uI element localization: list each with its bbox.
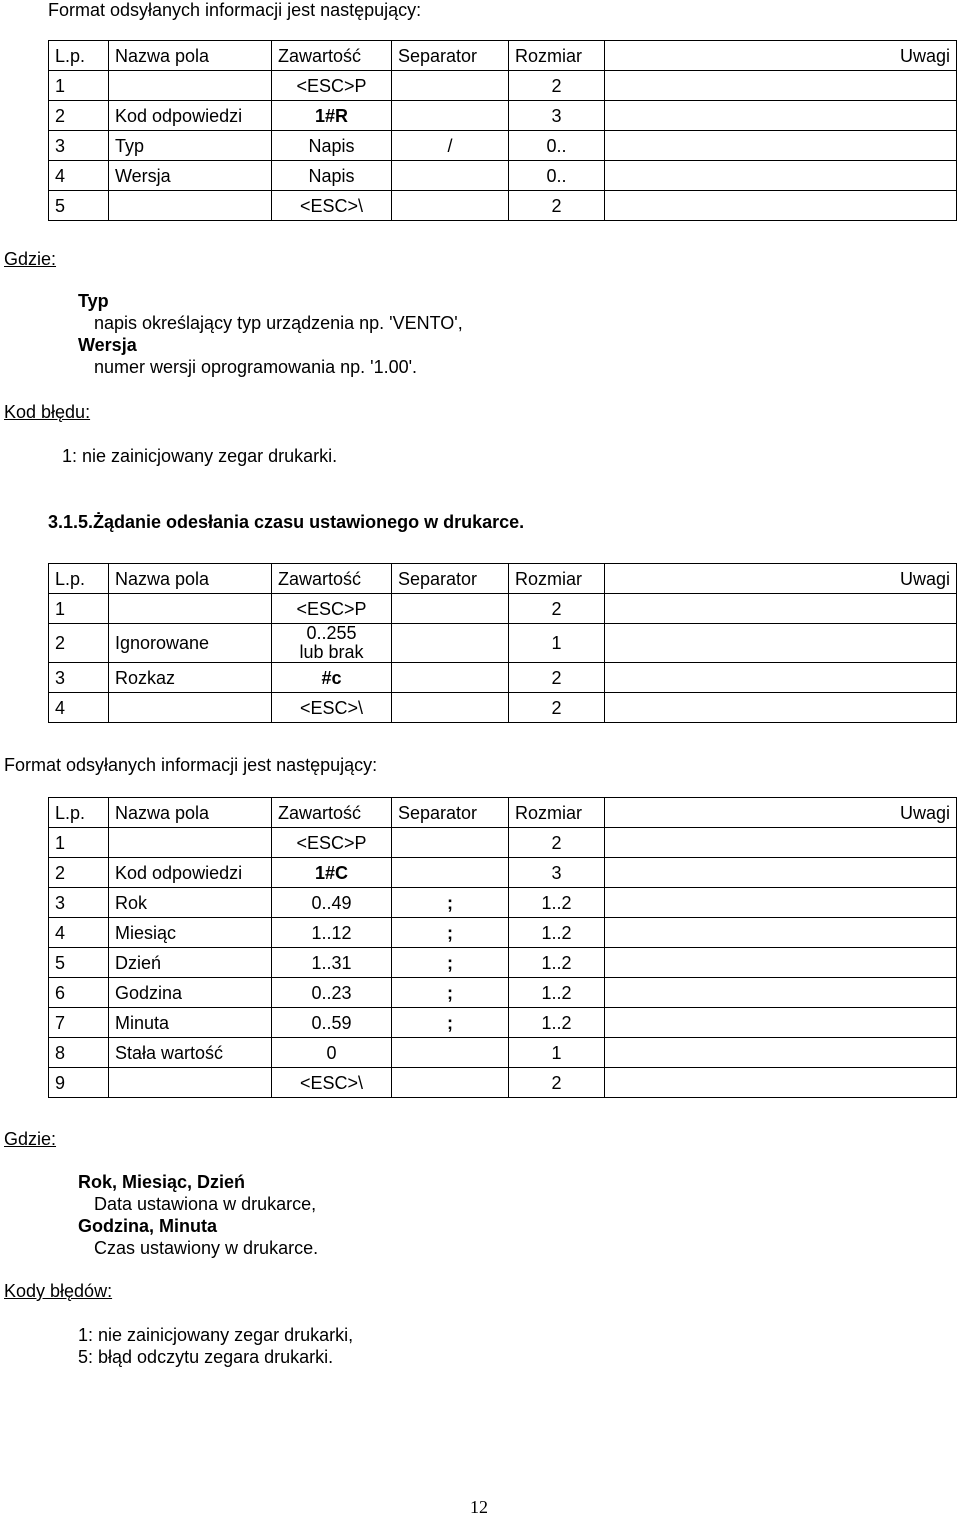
cell-lp: 9 (49, 1068, 109, 1098)
term-time: Godzina, Minuta (78, 1216, 217, 1236)
header-lp: L.p. (49, 798, 109, 828)
error-text-1: 1: nie zainicjowany zegar drukarki. (62, 446, 338, 466)
table-row (49, 828, 957, 858)
cell-lp: 1 (49, 71, 109, 101)
header-notes: Uwagi (605, 564, 957, 594)
cell-separator (392, 161, 509, 191)
cell-size: 2 (509, 71, 605, 101)
kod-bledu-label: Kod błędu: (4, 402, 91, 422)
desc-typ: napis określający typ urządzenia np. 'VENTO', (94, 313, 463, 333)
cell-size: 1 (509, 624, 605, 663)
cell-content: Napis (272, 161, 392, 191)
term-date: Rok, Miesiąc, Dzień (78, 1172, 246, 1192)
cell-content: <ESC>P (272, 828, 392, 858)
cell-lp: 7 (49, 1008, 109, 1038)
cell-field-name: Rok (109, 888, 272, 918)
desc-time: Czas ustawiony w drukarce. (94, 1238, 319, 1258)
table-row (49, 858, 957, 888)
header-separator: Separator (392, 564, 509, 594)
cell-lp: 2 (49, 101, 109, 131)
cell-notes (605, 663, 957, 693)
cell-field-name: Kod odpowiedzi (109, 858, 272, 888)
cell-separator: ; (392, 918, 509, 948)
table-row (49, 888, 957, 918)
cell-separator (392, 191, 509, 221)
cell-field-name: Minuta (109, 1008, 272, 1038)
cell-notes (605, 1008, 957, 1038)
error-line: 1: nie zainicjowany zegar drukarki, (78, 1325, 354, 1345)
header-row (49, 564, 957, 594)
cell-lp: 4 (49, 161, 109, 191)
kody-bledow-label: Kody błędów: (4, 1281, 113, 1301)
header-row (49, 41, 957, 71)
cell-lp: 1 (49, 828, 109, 858)
header-content: Zawartość (272, 798, 392, 828)
term-wersja: Wersja (78, 335, 137, 355)
cell-content: Napis (272, 131, 392, 161)
table-row (49, 594, 957, 624)
header-field-name: Nazwa pola (109, 41, 272, 71)
response-format-table-2 (48, 797, 957, 1098)
table-row (49, 101, 957, 131)
cell-content: 1..12 (272, 918, 392, 948)
cell-notes (605, 101, 957, 131)
cell-field-name: Ignorowane (109, 624, 272, 663)
cell-lp: 4 (49, 918, 109, 948)
table-row (49, 1068, 957, 1098)
cell-notes (605, 1068, 957, 1098)
cell-separator (392, 858, 509, 888)
cell-size: 0.. (509, 161, 605, 191)
table-row (49, 161, 957, 191)
cell-field-name: Wersja (109, 161, 272, 191)
cell-field-name (109, 594, 272, 624)
table-row (49, 1038, 957, 1068)
request-format-table (48, 563, 957, 723)
cell-field-name (109, 71, 272, 101)
cell-lp: 4 (49, 693, 109, 723)
cell-notes (605, 828, 957, 858)
table-row (49, 948, 957, 978)
cell-content: 1#C (272, 858, 392, 888)
cell-size: 1..2 (509, 918, 605, 948)
page-number: 12 (470, 1497, 488, 1517)
header-lp: L.p. (49, 564, 109, 594)
cell-lp: 5 (49, 191, 109, 221)
cell-size: 2 (509, 663, 605, 693)
header-size: Rozmiar (509, 564, 605, 594)
cell-separator (392, 71, 509, 101)
section-title: Żądanie odesłania czasu ustawionego w drukarce. (93, 512, 525, 532)
cell-size: 1..2 (509, 888, 605, 918)
header-notes: Uwagi (605, 41, 957, 71)
cell-notes (605, 594, 957, 624)
cell-notes (605, 978, 957, 1008)
cell-notes (605, 71, 957, 101)
cell-field-name: Miesiąc (109, 918, 272, 948)
desc-date: Data ustawiona w drukarce, (94, 1194, 317, 1214)
header-content: Zawartość (272, 41, 392, 71)
cell-notes (605, 948, 957, 978)
header-notes: Uwagi (605, 798, 957, 828)
cell-separator (392, 101, 509, 131)
cell-lp: 2 (49, 858, 109, 888)
cell-size: 1..2 (509, 1008, 605, 1038)
cell-content: 0 (272, 1038, 392, 1068)
header-size: Rozmiar (509, 41, 605, 71)
header-field-name: Nazwa pola (109, 564, 272, 594)
cell-notes (605, 858, 957, 888)
cell-lp: 5 (49, 948, 109, 978)
cell-content: <ESC>P (272, 71, 392, 101)
cell-field-name: Typ (109, 131, 272, 161)
cell-size: 2 (509, 693, 605, 723)
cell-separator: ; (392, 978, 509, 1008)
cell-content: <ESC>\ (272, 693, 392, 723)
table-row (49, 131, 957, 161)
cell-notes (605, 624, 957, 663)
cell-field-name: Godzina (109, 978, 272, 1008)
cell-size: 2 (509, 1068, 605, 1098)
cell-lp: 3 (49, 131, 109, 161)
cell-field-name (109, 191, 272, 221)
cell-separator (392, 693, 509, 723)
cell-size: 1..2 (509, 978, 605, 1008)
term-typ: Typ (78, 291, 109, 311)
cell-separator (392, 1038, 509, 1068)
cell-size: 3 (509, 858, 605, 888)
table-row (49, 693, 957, 723)
cell-lp: 1 (49, 594, 109, 624)
header-row (49, 798, 957, 828)
cell-lp: 3 (49, 888, 109, 918)
cell-separator: / (392, 131, 509, 161)
desc-wersja: numer wersji oprogramowania np. '1.00'. (94, 357, 418, 377)
table-row (49, 191, 957, 221)
header-field-name: Nazwa pola (109, 798, 272, 828)
cell-notes (605, 1038, 957, 1068)
intro-text-2: Format odsyłanych informacji jest następujący: (4, 755, 378, 775)
header-separator: Separator (392, 798, 509, 828)
error-line: 5: błąd odczytu zegara drukarki. (78, 1347, 334, 1367)
cell-size: 2 (509, 191, 605, 221)
cell-notes (605, 191, 957, 221)
table-row (49, 71, 957, 101)
cell-content: <ESC>\ (272, 1068, 392, 1098)
header-content: Zawartość (272, 564, 392, 594)
cell-separator (392, 1068, 509, 1098)
cell-lp: 2 (49, 624, 109, 663)
gdzie-label-1: Gdzie: (4, 249, 57, 269)
cell-separator (392, 624, 509, 663)
cell-size: 2 (509, 594, 605, 624)
cell-content: 0..59 (272, 1008, 392, 1038)
cell-field-name: Rozkaz (109, 663, 272, 693)
cell-separator: ; (392, 948, 509, 978)
header-separator: Separator (392, 41, 509, 71)
cell-separator (392, 663, 509, 693)
cell-content: 0..49 (272, 888, 392, 918)
cell-separator (392, 594, 509, 624)
cell-notes (605, 161, 957, 191)
cell-field-name (109, 828, 272, 858)
intro-text-1: Format odsyłanych informacji jest następujący: (48, 0, 422, 20)
cell-separator (392, 828, 509, 858)
errors-block-2 (78, 1324, 353, 1368)
gdzie-label-2: Gdzie: (4, 1129, 57, 1149)
cell-content: 1..31 (272, 948, 392, 978)
cell-size: 2 (509, 828, 605, 858)
cell-content: 0..23 (272, 978, 392, 1008)
cell-lp: 8 (49, 1038, 109, 1068)
description-block-2 (78, 1171, 318, 1259)
cell-notes (605, 918, 957, 948)
cell-size: 3 (509, 101, 605, 131)
cell-content: #c (272, 663, 392, 693)
cell-field-name: Stała wartość (109, 1038, 272, 1068)
cell-notes (605, 131, 957, 161)
cell-lp: 6 (49, 978, 109, 1008)
cell-field-name (109, 693, 272, 723)
cell-separator: ; (392, 1008, 509, 1038)
header-lp: L.p. (49, 41, 109, 71)
table-row (49, 1008, 957, 1038)
cell-notes (605, 693, 957, 723)
response-format-table-1 (48, 40, 957, 221)
header-size: Rozmiar (509, 798, 605, 828)
table-row (49, 663, 957, 693)
cell-content: 1#R (272, 101, 392, 131)
cell-separator: ; (392, 888, 509, 918)
cell-size: 1 (509, 1038, 605, 1068)
cell-field-name: Kod odpowiedzi (109, 101, 272, 131)
cell-content: <ESC>P (272, 594, 392, 624)
description-block-1 (78, 290, 463, 378)
cell-field-name (109, 1068, 272, 1098)
cell-size: 0.. (509, 131, 605, 161)
cell-notes (605, 888, 957, 918)
table-row (49, 918, 957, 948)
cell-lp: 3 (49, 663, 109, 693)
cell-content: 0..255 lub brak (272, 624, 392, 663)
cell-content: <ESC>\ (272, 191, 392, 221)
table-row (49, 624, 957, 663)
cell-size: 1..2 (509, 948, 605, 978)
section-number: 3.1.5. (48, 512, 94, 532)
table-row (49, 978, 957, 1008)
cell-field-name: Dzień (109, 948, 272, 978)
